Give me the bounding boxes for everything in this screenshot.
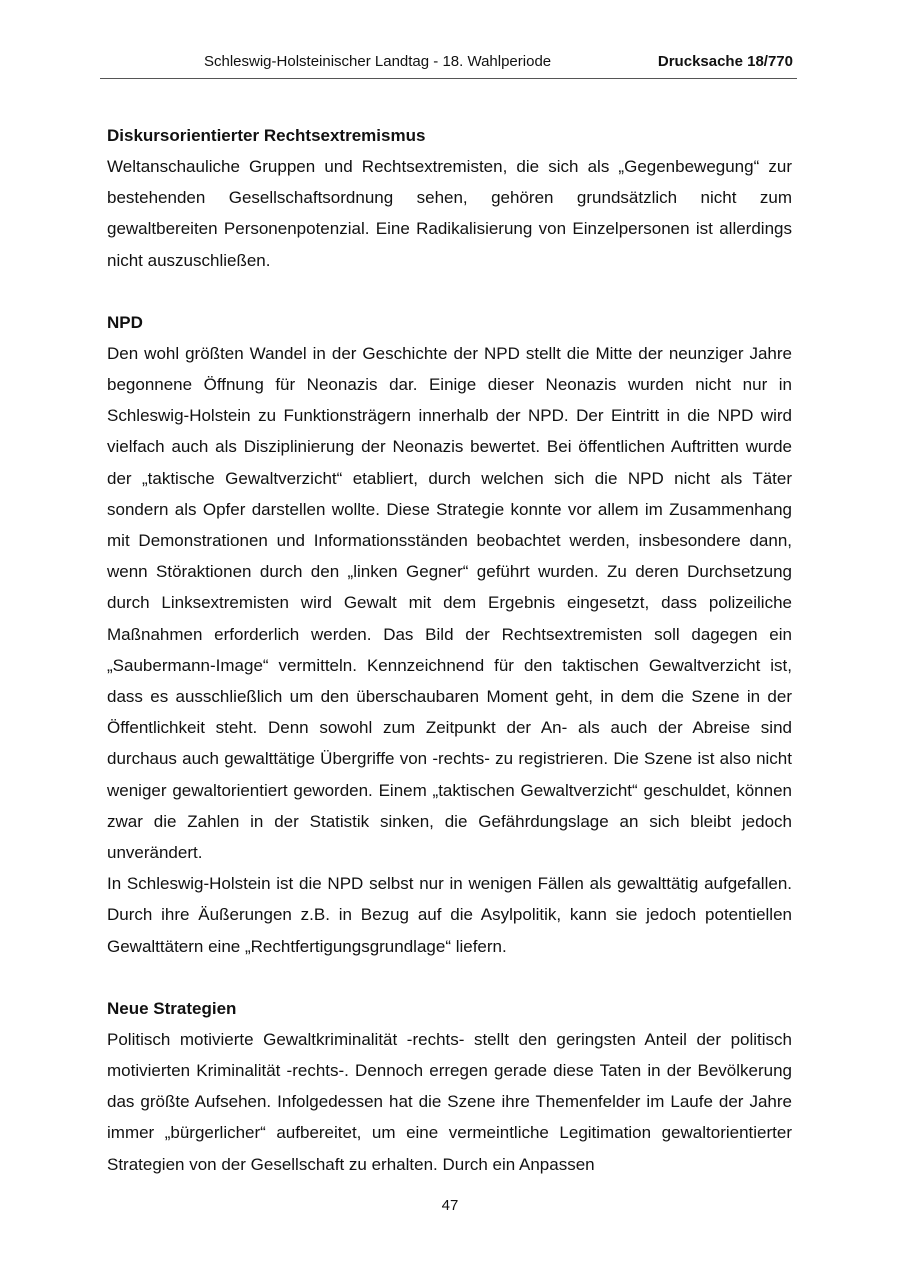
page-number: 47 (441, 1197, 459, 1214)
paragraph: Den wohl größten Wandel in der Geschichte der NPD stellt die Mitte der neunziger Jahre begonnene Öffnung für Neonazis dar. Einige dieser Neonazis wurden nicht nur in Schleswig-Holstein zu Funktionsträgern innerhalb der NPD. Der Eintritt in die NPD wird vielfach auch als Disziplinierung der Neonazis bewertet. Bei öffentlichen Auftritten wurde der „taktische Gewaltverzicht“ etabliert, durch welchen sich die NPD nicht als Täter sondern als Opfer darstellen wollte. Diese Strategie konnte vor allem im Zusammenhang mit Demonstrationen und Informationsständen beobachtet werden, insbesondere dann, wenn Störaktionen durch den „linken Gegner“ geführt wurden. Zu deren Durchsetzung durch Linksextremisten wird Gewalt mit dem Ergebnis eingesetzt, dass polizeiliche Maßnahmen erforderlich werden. Das Bild der Rechtsextremisten soll dagegen ein „Saubermann-Image“ vermitteln. Kennzeichnend für den taktischen Gewaltverzicht ist, dass es ausschließlich um den überschaubaren Moment geht, in dem die Szene in der Öffentlichkeit steht. Denn sowohl zum Zeitpunkt der An- als auch der Abreise sind durchaus auch gewalttätige Übergriffe von -rechts- zu registrieren. Die Szene ist also nicht weniger gewaltorientiert geworden. Einem „taktischen Gewaltverzicht“ geschuldet, können zwar die Zahlen in der Statistik sinken, die Gefährdungslage an sich bleibt jedoch unverändert. (107, 343, 792, 863)
section-heading: NPD (107, 312, 143, 332)
page-header (100, 52, 797, 79)
paragraph: Politisch motivierte Gewaltkriminalität -rechts- stellt den geringsten Anteil der politisch motivierten Kriminalität -rechts-. Dennoch erregen gerade diese Taten in der Bevölkerung das größte Aufsehen. Infolgedessen hat die Szene ihre Themenfelder im Laufe der Jahre immer „bürgerlicher“ aufbereitet, um eine vermeintliche Legitimation gewaltorientierter Strategien von der Gesellschaft zu erhalten. Durch ein Anpassen (107, 1029, 792, 1174)
document-body (107, 120, 792, 1180)
paragraph: In Schleswig-Holstein ist die NPD selbst nur in wenigen Fällen als gewalttätig aufgefallen. Durch ihre Äußerungen z.B. in Bezug auf die Asylpolitik, kann sie jedoch potentiellen Gewalttätern eine „Rechtfertigungsgrundlage“ liefern. (107, 874, 792, 956)
section-heading: Neue Strategien (107, 998, 237, 1018)
header-title: Schleswig-Holsteinischer Landtag - 18. Wahlperiode (204, 53, 552, 70)
section-neue-strategien (107, 993, 792, 1180)
section-npd (107, 307, 792, 962)
section-heading: Diskursorientierter Rechtsextremismus (107, 126, 426, 145)
section-diskursorientierter-rechtsextremismus (107, 120, 792, 276)
document-number: Drucksache 18/770 (657, 53, 793, 70)
paragraph: Weltanschauliche Gruppen und Rechtsextremisten, die sich als „Gegenbewegung“ zur bestehenden Gesellschaftsordnung sehen, gehören grundsätzlich nicht zum gewaltbereiten Personenpotenzial. Eine Radikalisierung von Einzelpersonen ist allerdings nicht auszuschließen. (107, 157, 792, 270)
